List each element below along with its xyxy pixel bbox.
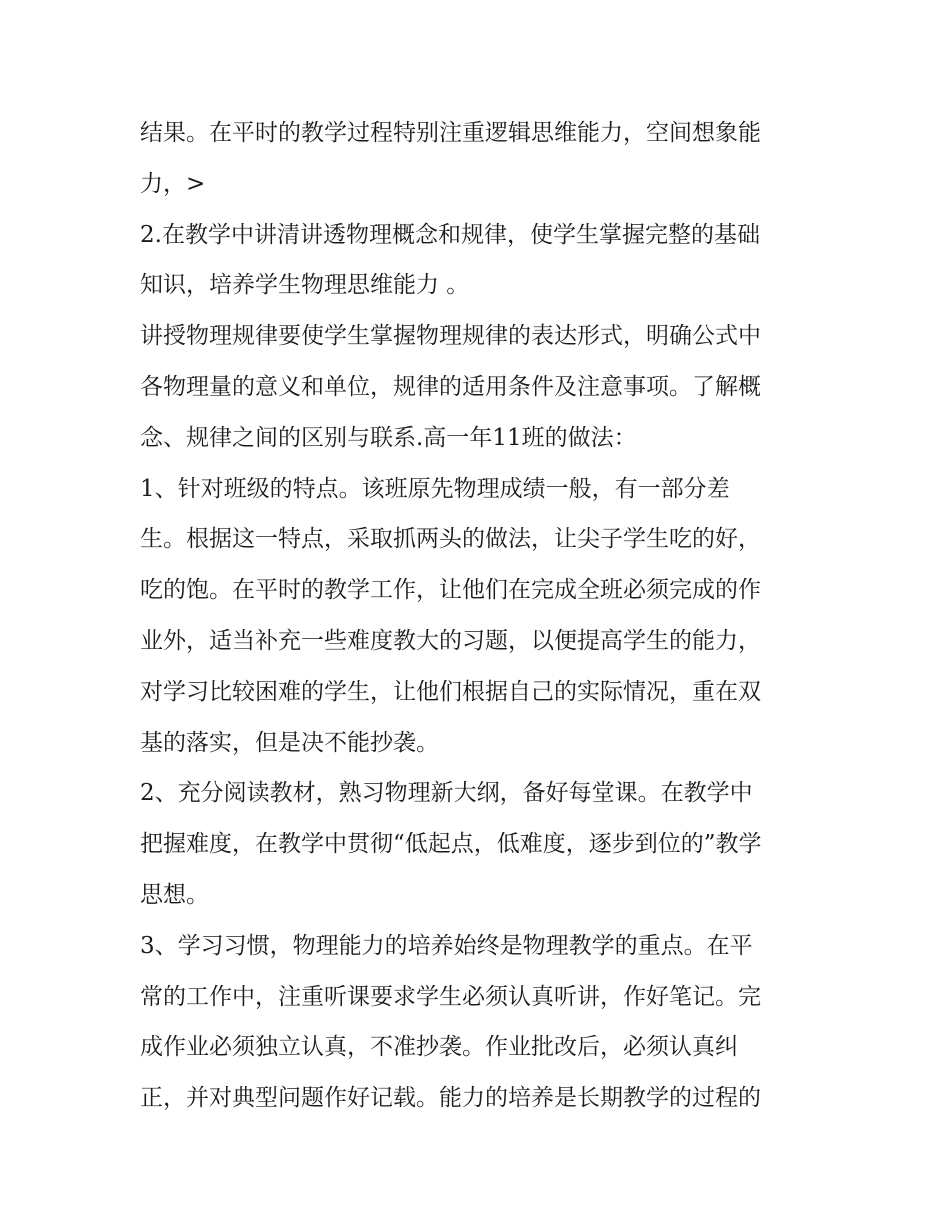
text-line: 思想。 [140, 881, 209, 908]
text-line: 各物理量的意义和单位，规律的适用条件及注意事项。了解概 [140, 373, 761, 400]
text-line: 常的工作中，注重听课要求学生必须认真听讲，作好笔记。完 [140, 983, 761, 1010]
text-line: 知识，培养学生物理思维能力 。 [140, 272, 470, 299]
document-body [140, 108, 820, 1124]
text-line: 念、规律之间的区别与联系.高一年11班的做法： [140, 424, 637, 451]
text-line: 3、学习习惯，物理能力的培养始终是物理教学的重点。在平 [140, 932, 753, 959]
text-line: 把握难度，在教学中贯彻“低起点，低难度，逐步到位的”教学 [140, 831, 762, 858]
text-line: 对学习比较困难的学生，让他们根据自己的实际情况，重在双 [140, 678, 761, 705]
text-line: 结果。在平时的教学过程特别注重逻辑思维能力，空间想象能 [140, 120, 761, 146]
text-line: 业外，适当补充一些难度教大的习题，以便提高学生的能力， [140, 627, 761, 654]
text-line: 成作业必须独立认真，不准抄袭。作业批改后，必须认真纠 [140, 1034, 738, 1061]
text-line: 2.在教学中讲清讲透物理概念和规律，使学生掌握完整的基础 [140, 221, 760, 248]
text-line: 讲授物理规律要使学生掌握物理规律的表达形式，明确公式中 [140, 323, 761, 350]
text-line: 1、针对班级的特点。该班原先物理成绩一般，有一部分差 [140, 475, 730, 502]
text-line: 生。根据这一特点，采取抓两头的做法，让尖子学生吃的好， [140, 526, 761, 553]
text-line: 力，> [140, 170, 206, 197]
text-line: 2、充分阅读教材，熟习物理新大纲，备好每堂课。在教学中 [140, 780, 753, 807]
text-line: 基的落实，但是决不能抄袭。 [140, 729, 439, 756]
text-line: 正，并对典型问题作好记载。能力的培养是长期教学的过程的 [140, 1085, 761, 1112]
text-line: 吃的饱。在平时的教学工作，让他们在完成全班必须完成的作 [140, 577, 761, 604]
